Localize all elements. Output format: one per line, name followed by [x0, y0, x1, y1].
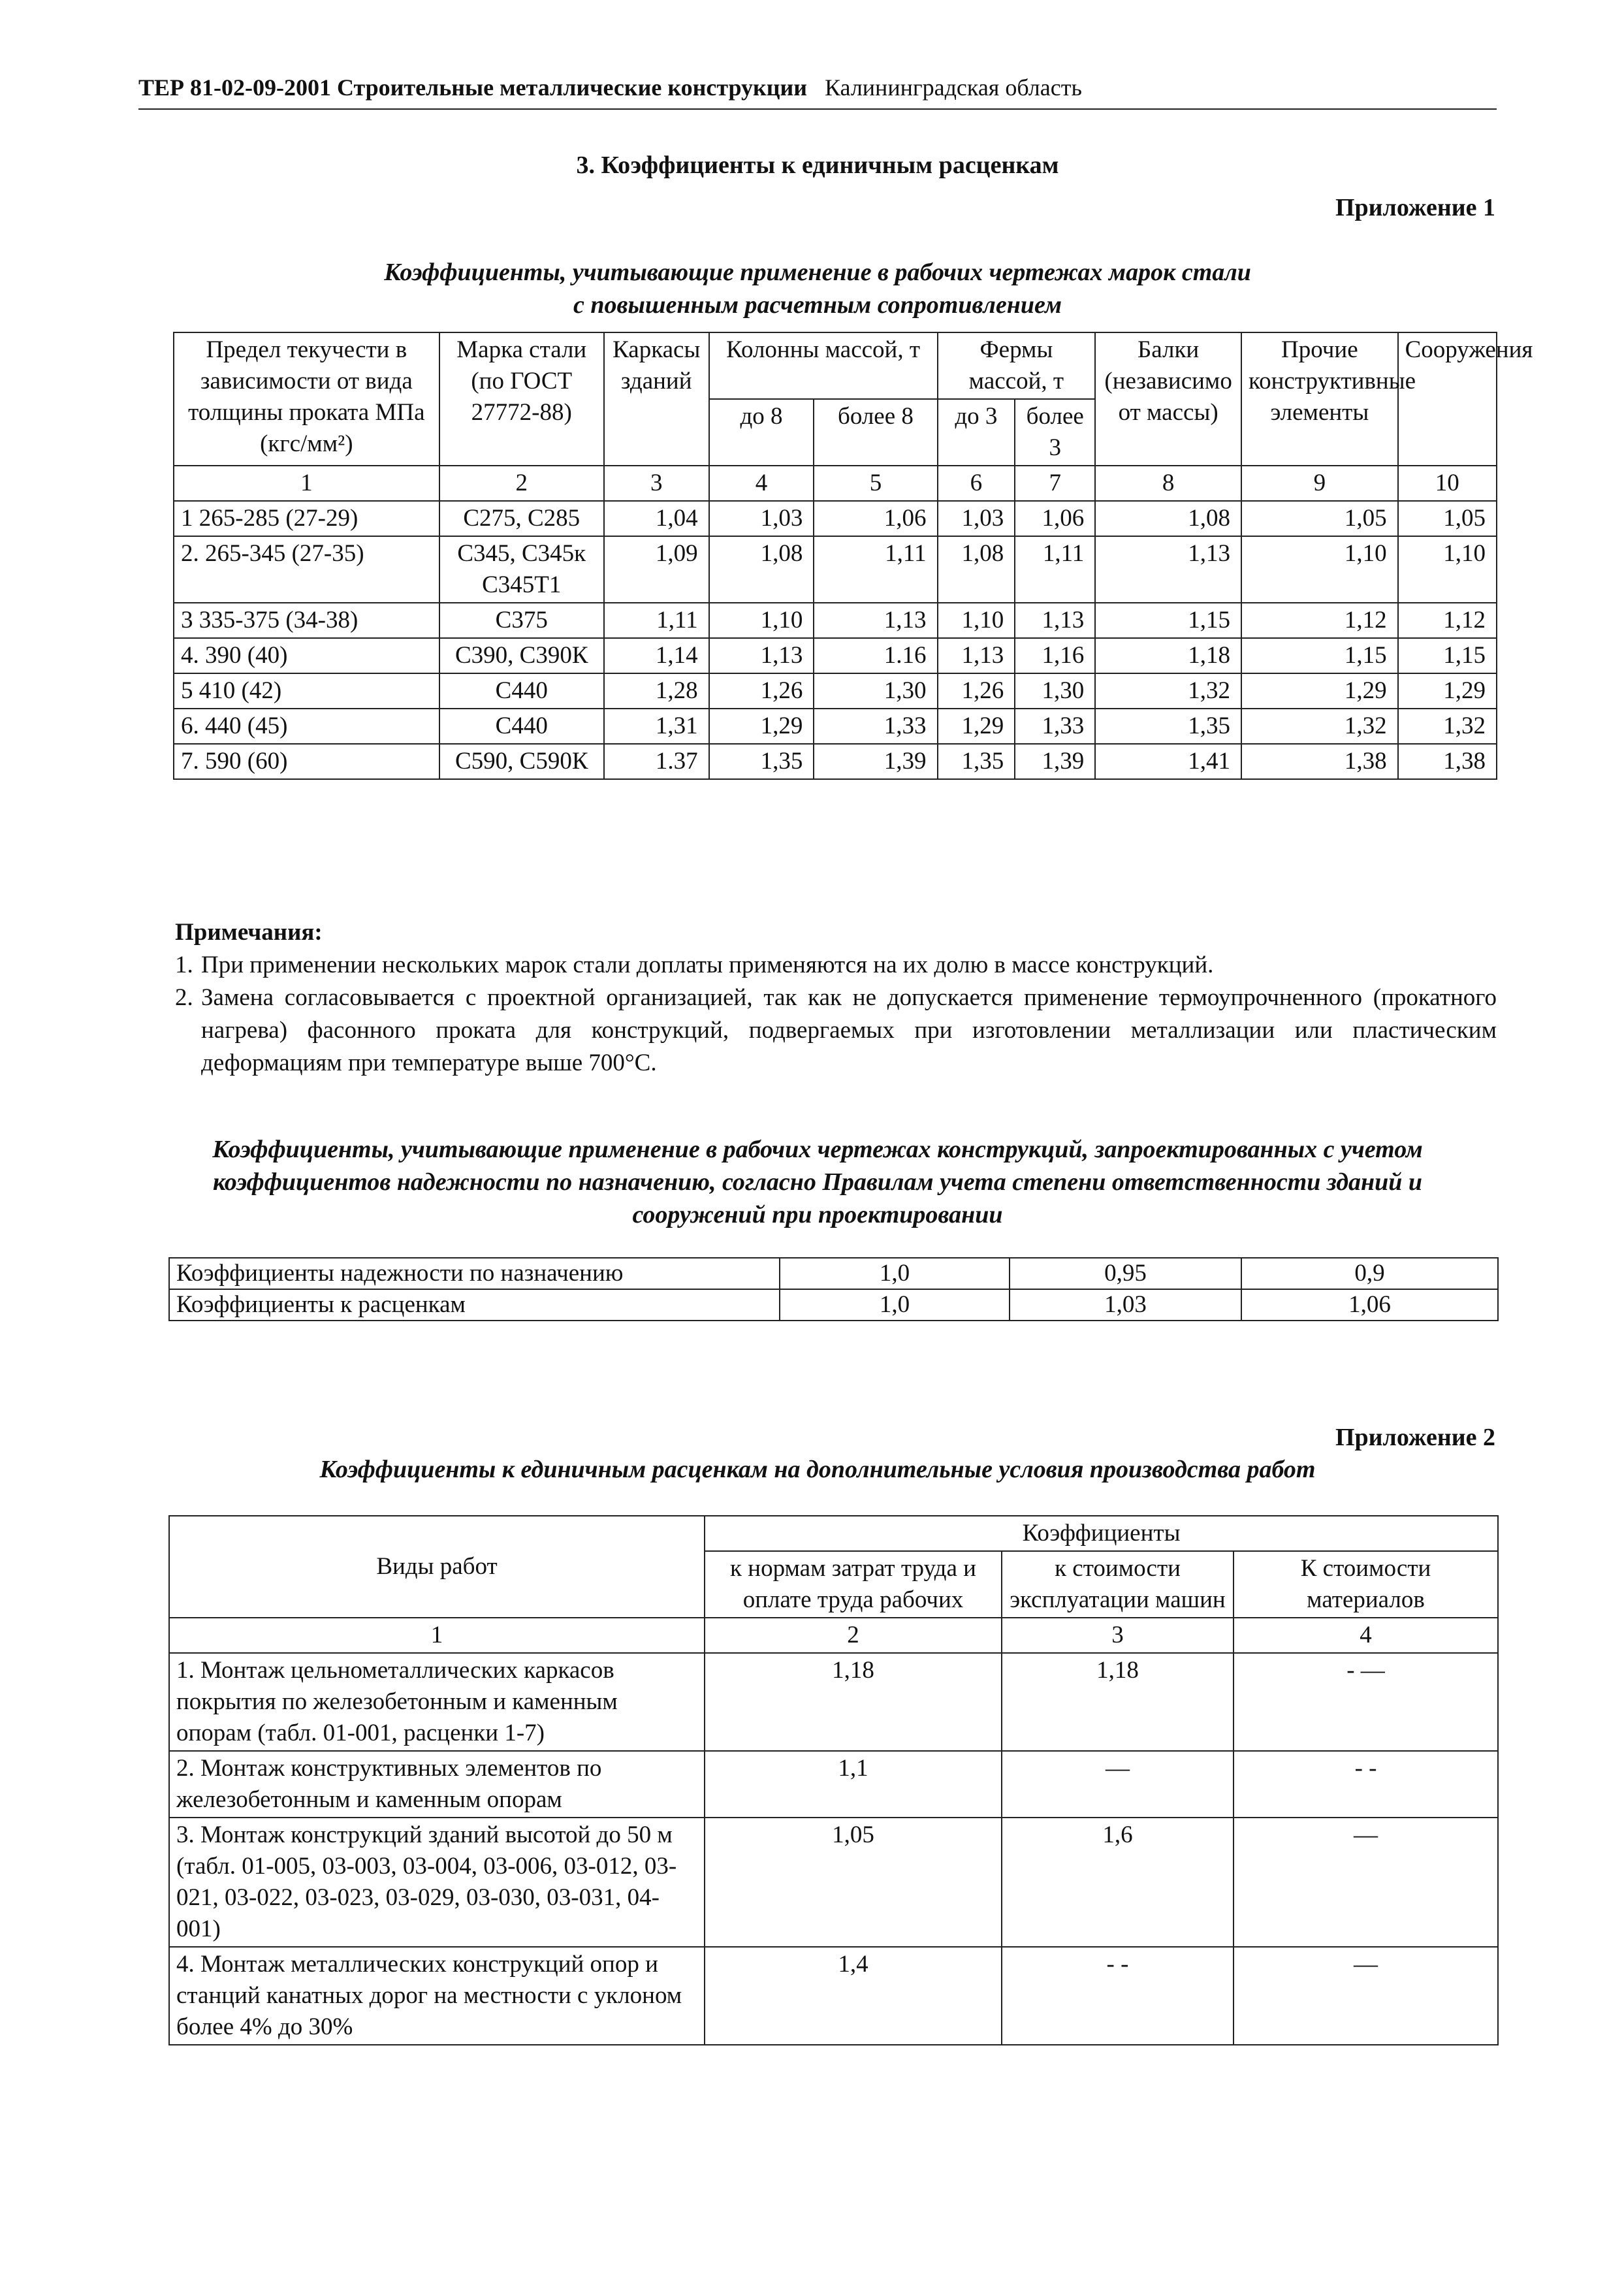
subheader-trusses-over3: более 3 [1015, 399, 1095, 466]
steel-grade-coefficients-table [173, 332, 1533, 780]
reliability-table-body [169, 1258, 1498, 1321]
coefficient-cell: 1,26 [938, 673, 1015, 709]
coefficient-cell: 1,12 [1398, 603, 1497, 638]
notes-heading: Примечания: [175, 919, 323, 946]
header-doc-code: ТЕР 81-02-09-2001 Строительные металлические конструкции [138, 74, 807, 101]
column-index-cell: 4 [709, 466, 814, 501]
col-header-steel-grade: Марка стали (по ГОСТ 27772-88) [439, 332, 604, 466]
coefficient-cell: 1,38 [1398, 744, 1497, 779]
labor-coefficient-cell: 1,4 [705, 1947, 1002, 2045]
note-text: При применении нескольких марок стали доплаты применяются на их долю в массе конструкций. [201, 952, 1214, 978]
header-region: Калининградская область [824, 74, 1082, 101]
col-header-frames: Каркасы зданий [604, 332, 709, 466]
coefficient-cell: 1,10 [1241, 536, 1398, 603]
coefficient-cell: 1,30 [1015, 673, 1095, 709]
reliability-value-cell: 1,06 [1241, 1289, 1498, 1321]
notes-block [175, 916, 1497, 1080]
column-index-cell: 10 [1398, 466, 1497, 501]
coefficient-cell: 1,31 [604, 709, 709, 744]
column-index-cell: 4 [1234, 1618, 1498, 1653]
coefficient-cell: 1,35 [709, 744, 814, 779]
appendix1-caption-line1: Коэффициенты, учитывающие применение в рабочих чертежах марок стали [384, 259, 1251, 286]
work-type-cell: 2. Монтаж конструктивных элементов по железобетонным и каменным опорам [169, 1751, 705, 1818]
work-column-index-row [169, 1618, 1498, 1653]
coefficient-cell: 1,32 [1095, 673, 1241, 709]
note-item [175, 982, 1497, 1080]
column-index-row [174, 466, 1497, 501]
coefficient-cell: 1,08 [1095, 501, 1241, 536]
machines-coefficient-cell: 1,6 [1002, 1818, 1234, 1947]
reliability-label-cell: Коэффициенты надежности по назначению [169, 1258, 780, 1289]
table-row [174, 638, 1497, 673]
coefficient-cell: 1,14 [604, 638, 709, 673]
coefficient-cell: 1,11 [1015, 536, 1095, 603]
reliability-caption-line1: Коэффициенты, учитывающие применение в рабочих чертежах конструкций, запроектированных с учетом [212, 1136, 1423, 1163]
yield-limit-cell: 2. 265-345 (27-35) [174, 536, 439, 603]
coefficient-cell: 1,29 [1241, 673, 1398, 709]
reliability-caption [138, 1133, 1497, 1231]
work-type-cell: 1. Монтаж цельнометаллических каркасов покрытия по железобетонным и каменным опорам (табл. 01-001, расценки 1-7) [169, 1653, 705, 1751]
yield-limit-cell: 5 410 (42) [174, 673, 439, 709]
table-row [169, 1258, 1498, 1289]
column-index-cell: 3 [604, 466, 709, 501]
column-index-cell: 1 [169, 1618, 705, 1653]
coefficient-cell: 1,08 [938, 536, 1015, 603]
yield-limit-cell: 4. 390 (40) [174, 638, 439, 673]
steel-grade-cell: С440 [439, 709, 604, 744]
reliability-label-cell: Коэффициенты к расценкам [169, 1289, 780, 1321]
labor-coefficient-cell: 1,05 [705, 1818, 1002, 1947]
steel-grade-cell: С275, С285 [439, 501, 604, 536]
coefficient-cell: 1,15 [1398, 638, 1497, 673]
work-header-row [169, 1516, 1498, 1551]
machines-coefficient-cell: - - [1002, 1947, 1234, 2045]
coefficient-cell: 1,10 [938, 603, 1015, 638]
coefficient-cell: 1.16 [814, 638, 937, 673]
labor-coefficient-cell: 1,1 [705, 1751, 1002, 1818]
column-index-cell: 8 [1095, 466, 1241, 501]
steel-grade-cell: С590, С590К [439, 744, 604, 779]
reliability-value-cell: 1,03 [1010, 1289, 1241, 1321]
coefficient-cell: 1,30 [814, 673, 937, 709]
column-index-cell: 6 [938, 466, 1015, 501]
coefficient-cell: 1,08 [709, 536, 814, 603]
col-header-machines: к стоимости эксплуатации машин [1002, 1551, 1234, 1618]
reliability-value-cell: 0,9 [1241, 1258, 1498, 1289]
note-text: Замена согласовывается с проектной организацией, так как не допускается применение термоупрочненного (прокатного нагрева) фасонного проката для конструкций, подвергаемых при изготовлении металлизации или пластическим деформациям при температуре выше 700°С. [201, 984, 1497, 1076]
work-table-body [169, 1653, 1498, 2045]
appendix1-caption [138, 256, 1497, 321]
col-header-other-elements: Прочие конструктивные элементы [1241, 332, 1398, 466]
subheader-trusses-upto3: до 3 [938, 399, 1015, 466]
reliability-caption-line2: коэффициентов надежности по назначению, согласно Правилам учета степени ответственности зданий и [212, 1168, 1423, 1196]
table-row [174, 501, 1497, 536]
steel-grade-cell: С375 [439, 603, 604, 638]
coefficient-cell: 1,28 [604, 673, 709, 709]
labor-coefficient-cell: 1,18 [705, 1653, 1002, 1751]
work-type-cell: 4. Монтаж металлических конструкций опор и станций канатных дорог на местности с уклоном более 4% до 30% [169, 1947, 705, 2045]
col-header-beams: Балки (независимо от массы) [1095, 332, 1241, 466]
coefficient-cell: 1,15 [1241, 638, 1398, 673]
coefficient-cell: 1,13 [709, 638, 814, 673]
coefficient-cell: 1,32 [1398, 709, 1497, 744]
steel-table-body [174, 501, 1497, 779]
yield-limit-cell: 1 265-285 (27-29) [174, 501, 439, 536]
yield-limit-cell: 7. 590 (60) [174, 744, 439, 779]
table-row [174, 536, 1497, 603]
coefficient-cell: 1,05 [1241, 501, 1398, 536]
coefficient-cell: 1.37 [604, 744, 709, 779]
coefficient-cell: 1,29 [938, 709, 1015, 744]
reliability-caption-line3: сооружений при проектировании [632, 1201, 1003, 1228]
coefficient-cell: 1,13 [1095, 536, 1241, 603]
table-row [174, 709, 1497, 744]
coefficient-cell: 1,10 [709, 603, 814, 638]
appendix1-label: Приложение 1 [1335, 194, 1495, 221]
coefficient-cell: 1,05 [1398, 501, 1497, 536]
steel-grade-cell: С390, С390К [439, 638, 604, 673]
note-number: 1. [175, 952, 193, 978]
coefficient-cell: 1,12 [1241, 603, 1398, 638]
table-row [169, 1818, 1498, 1947]
coefficient-cell: 1,26 [709, 673, 814, 709]
coefficient-cell: 1,39 [1015, 744, 1095, 779]
col-header-columns: Колонны массой, т [709, 332, 938, 399]
coefficient-cell: 1,09 [604, 536, 709, 603]
column-index-cell: 2 [439, 466, 604, 501]
table-row [174, 744, 1497, 779]
coefficient-cell: 1,15 [1095, 603, 1241, 638]
materials-coefficient-cell: - - [1234, 1751, 1498, 1818]
coefficient-cell: 1,06 [1015, 501, 1095, 536]
column-index-cell: 9 [1241, 466, 1398, 501]
header-divider [138, 108, 1497, 110]
materials-coefficient-cell: — [1234, 1818, 1498, 1947]
table-row [174, 603, 1497, 638]
coefficient-cell: 1,04 [604, 501, 709, 536]
coefficient-cell: 1,03 [709, 501, 814, 536]
machines-coefficient-cell: 1,18 [1002, 1653, 1234, 1751]
coefficient-cell: 1,16 [1015, 638, 1095, 673]
coefficient-cell: 1,39 [814, 744, 937, 779]
coefficient-cell: 1,11 [814, 536, 937, 603]
column-index-cell: 2 [705, 1618, 1002, 1653]
coefficient-cell: 1,06 [814, 501, 937, 536]
coefficient-cell: 1,35 [1095, 709, 1241, 744]
table-row [169, 1751, 1498, 1818]
col-header-labor: к нормам затрат труда и оплате труда рабочих [705, 1551, 1002, 1618]
column-index-cell: 1 [174, 466, 439, 501]
col-header-work-types: Виды работ [169, 1516, 705, 1618]
coefficient-cell: 1,41 [1095, 744, 1241, 779]
col-header-yield-limit: Предел текучести в зависимости от вида толщины проката МПа (кгс/мм²) [174, 332, 439, 466]
note-number: 2. [175, 984, 193, 1011]
coefficient-cell: 1,29 [1398, 673, 1497, 709]
materials-coefficient-cell: - — [1234, 1653, 1498, 1751]
yield-limit-cell: 6. 440 (45) [174, 709, 439, 744]
appendix2-label: Приложение 2 [1335, 1424, 1495, 1451]
machines-coefficient-cell: — [1002, 1751, 1234, 1818]
coefficient-cell: 1,11 [604, 603, 709, 638]
section-title: 3. Коэффициенты к единичным расценкам [576, 152, 1059, 179]
subheader-columns-over8: более 8 [814, 399, 937, 466]
column-index-cell: 5 [814, 466, 937, 501]
table-row [169, 1653, 1498, 1751]
work-conditions-table [168, 1515, 1499, 2045]
reliability-value-cell: 0,95 [1010, 1258, 1241, 1289]
notes-list [175, 949, 1497, 1080]
coefficient-cell: 1,10 [1398, 536, 1497, 603]
col-header-structures: Сооружения [1398, 332, 1497, 466]
coefficient-cell: 1,13 [1015, 603, 1095, 638]
coefficient-cell: 1,18 [1095, 638, 1241, 673]
coefficient-cell: 1,29 [709, 709, 814, 744]
coefficient-cell: 1,38 [1241, 744, 1398, 779]
reliability-value-cell: 1,0 [780, 1258, 1010, 1289]
col-header-trusses: Фермы массой, т [938, 332, 1096, 399]
reliability-coefficients-table [168, 1257, 1499, 1321]
column-index-cell: 7 [1015, 466, 1095, 501]
table-row [169, 1289, 1498, 1321]
work-type-cell: 3. Монтаж конструкций зданий высотой до 50 м (табл. 01-005, 03-003, 03-004, 03-006, 03-012, 03-021, 03-022, 03-023, 03-029, 03-030, 03-031, 04-001) [169, 1818, 705, 1947]
table-row [169, 1947, 1498, 2045]
subheader-columns-upto8: до 8 [709, 399, 814, 466]
coefficient-cell: 1,03 [938, 501, 1015, 536]
running-header [138, 73, 1497, 102]
materials-coefficient-cell: — [1234, 1947, 1498, 2045]
yield-limit-cell: 3 335-375 (34-38) [174, 603, 439, 638]
column-index-cell: 3 [1002, 1618, 1234, 1653]
coefficient-cell: 1,33 [1015, 709, 1095, 744]
steel-grade-cell: С345, С345к С345Т1 [439, 536, 604, 603]
appendix1-caption-line2: с повышенным расчетным сопротивлением [573, 291, 1062, 319]
table-header-row [174, 332, 1497, 399]
note-item [175, 949, 1497, 982]
coefficient-cell: 1,13 [938, 638, 1015, 673]
coefficient-cell: 1,33 [814, 709, 937, 744]
col-header-materials: К стоимости материалов [1234, 1551, 1498, 1618]
coefficient-cell: 1,32 [1241, 709, 1398, 744]
table-row [174, 673, 1497, 709]
steel-grade-cell: С440 [439, 673, 604, 709]
coefficient-cell: 1,13 [814, 603, 937, 638]
col-header-coefficients: Коэффициенты [705, 1516, 1498, 1551]
appendix2-caption: Коэффициенты к единичным расценкам на дополнительные условия производства работ [319, 1456, 1316, 1483]
reliability-value-cell: 1,0 [780, 1289, 1010, 1321]
coefficient-cell: 1,35 [938, 744, 1015, 779]
